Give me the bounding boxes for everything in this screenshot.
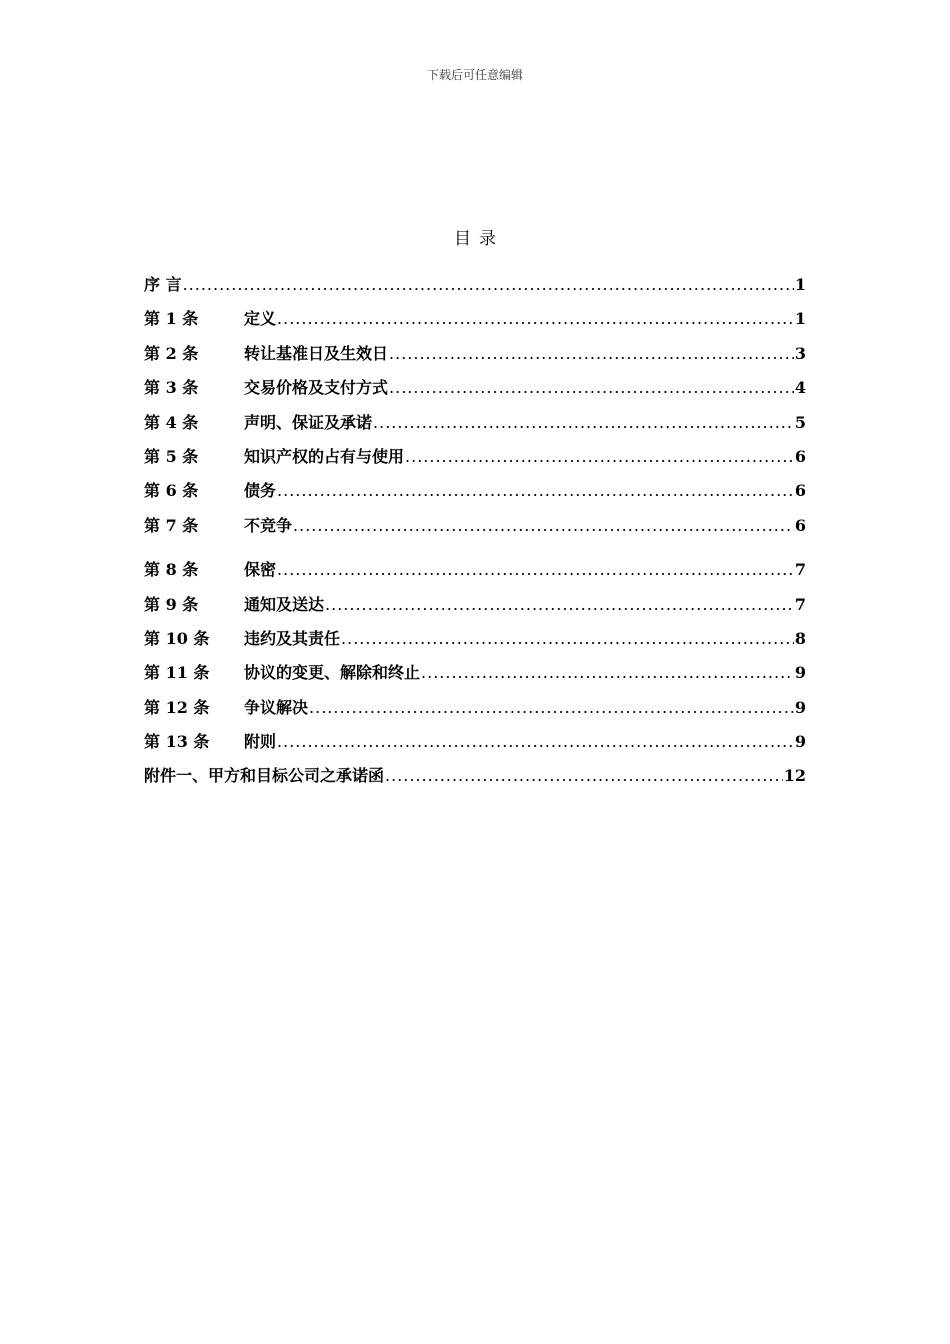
toc-entry-page: 9 <box>794 697 806 717</box>
page-header: 下载后可任意编辑 <box>426 68 523 82</box>
toc-entry-article-5[interactable] <box>144 444 806 478</box>
toc-entry-page: 12 <box>783 766 806 786</box>
toc-entry-label: 附件一、甲方和目标公司之承诺函 <box>144 766 385 786</box>
toc-entry-label: 债务 <box>244 481 277 501</box>
toc-entry-number: 第 11 条 <box>144 663 210 683</box>
toc-entry-number: 第 9 条 <box>144 594 199 614</box>
toc-dot-leader <box>183 275 794 294</box>
toc-entry-number: 第 3 条 <box>144 378 199 398</box>
toc-entry-page: 5 <box>794 412 806 432</box>
toc-entry-label: 转让基准日及生效日 <box>244 343 389 363</box>
toc-entry-article-4[interactable] <box>144 410 806 444</box>
toc-title: 目录 <box>454 229 504 249</box>
toc-dot-leader <box>421 663 794 682</box>
toc-entry-number: 第 1 条 <box>144 309 199 329</box>
toc-entry-page: 7 <box>794 594 806 614</box>
toc-entry-number: 第 8 条 <box>144 560 199 580</box>
toc-entry-number: 第 7 条 <box>144 515 199 535</box>
toc-entry-label: 争议解决 <box>244 697 309 717</box>
toc-entry-number: 第 13 条 <box>144 732 210 752</box>
toc-entry-page: 6 <box>794 515 806 535</box>
toc-dot-leader <box>325 595 794 614</box>
toc-entry-number: 第 10 条 <box>144 628 210 648</box>
toc-entry-page: 1 <box>794 275 806 294</box>
toc-dot-leader <box>405 447 794 466</box>
toc-entry-article-12[interactable] <box>144 695 806 729</box>
toc-dot-leader <box>309 698 794 717</box>
toc-dot-leader <box>293 516 794 535</box>
toc-entry-label: 通知及送达 <box>244 594 325 614</box>
toc-entry-appendix-1[interactable] <box>144 763 806 797</box>
toc-entry-article-7[interactable] <box>144 513 806 547</box>
toc-entry-label: 序 言 <box>144 275 182 294</box>
toc-entry-article-2[interactable] <box>144 341 806 375</box>
toc-dot-leader <box>389 344 794 363</box>
toc-entry-number: 第 6 条 <box>144 481 199 501</box>
toc-entry-article-9[interactable] <box>144 592 806 626</box>
toc-entry-article-13[interactable] <box>144 729 806 763</box>
toc-entry-label: 不竞争 <box>244 515 293 535</box>
toc-entry-article-6[interactable] <box>144 478 806 512</box>
toc-entry-number: 第 2 条 <box>144 343 199 363</box>
toc-entry-preface[interactable] <box>144 272 806 306</box>
toc-entry-label: 定义 <box>244 309 277 329</box>
toc-dot-leader <box>277 560 794 579</box>
toc-entry-number: 第 5 条 <box>144 446 199 466</box>
toc-entry-page: 6 <box>794 446 806 466</box>
toc-entry-page: 8 <box>794 628 806 648</box>
toc-dot-leader <box>277 481 794 500</box>
toc-dot-leader <box>373 413 794 432</box>
toc-entry-article-3[interactable] <box>144 375 806 409</box>
toc-entry-label: 声明、保证及承诺 <box>244 412 373 432</box>
toc-entry-label: 附则 <box>244 732 277 752</box>
toc-entry-page: 4 <box>794 378 806 398</box>
toc-entry-page: 3 <box>794 343 806 363</box>
toc-entry-page: 7 <box>794 560 806 580</box>
toc-entry-article-1[interactable] <box>144 306 806 340</box>
toc-entry-page: 6 <box>794 481 806 501</box>
toc-entry-article-8[interactable] <box>144 557 806 591</box>
toc-entry-label: 交易价格及支付方式 <box>244 378 389 398</box>
toc-entry-page: 1 <box>794 309 806 329</box>
toc-entry-label: 知识产权的占有与使用 <box>244 446 405 466</box>
toc-entry-page: 9 <box>794 663 806 683</box>
toc-entry-page: 9 <box>794 732 806 752</box>
toc-dot-leader <box>389 378 794 397</box>
toc-dot-leader <box>385 766 783 785</box>
toc-dot-leader <box>277 732 794 751</box>
toc-dot-leader <box>341 629 794 648</box>
toc-entry-label: 违约及其责任 <box>244 628 341 648</box>
table-of-contents <box>144 272 806 798</box>
toc-entry-number: 第 4 条 <box>144 412 199 432</box>
toc-dot-leader <box>277 309 794 328</box>
toc-entry-number: 第 12 条 <box>144 697 210 717</box>
toc-entry-article-10[interactable] <box>144 626 806 660</box>
toc-entry-label: 保密 <box>244 560 277 580</box>
toc-entry-article-11[interactable] <box>144 660 806 694</box>
toc-entry-label: 协议的变更、解除和终止 <box>244 663 421 683</box>
